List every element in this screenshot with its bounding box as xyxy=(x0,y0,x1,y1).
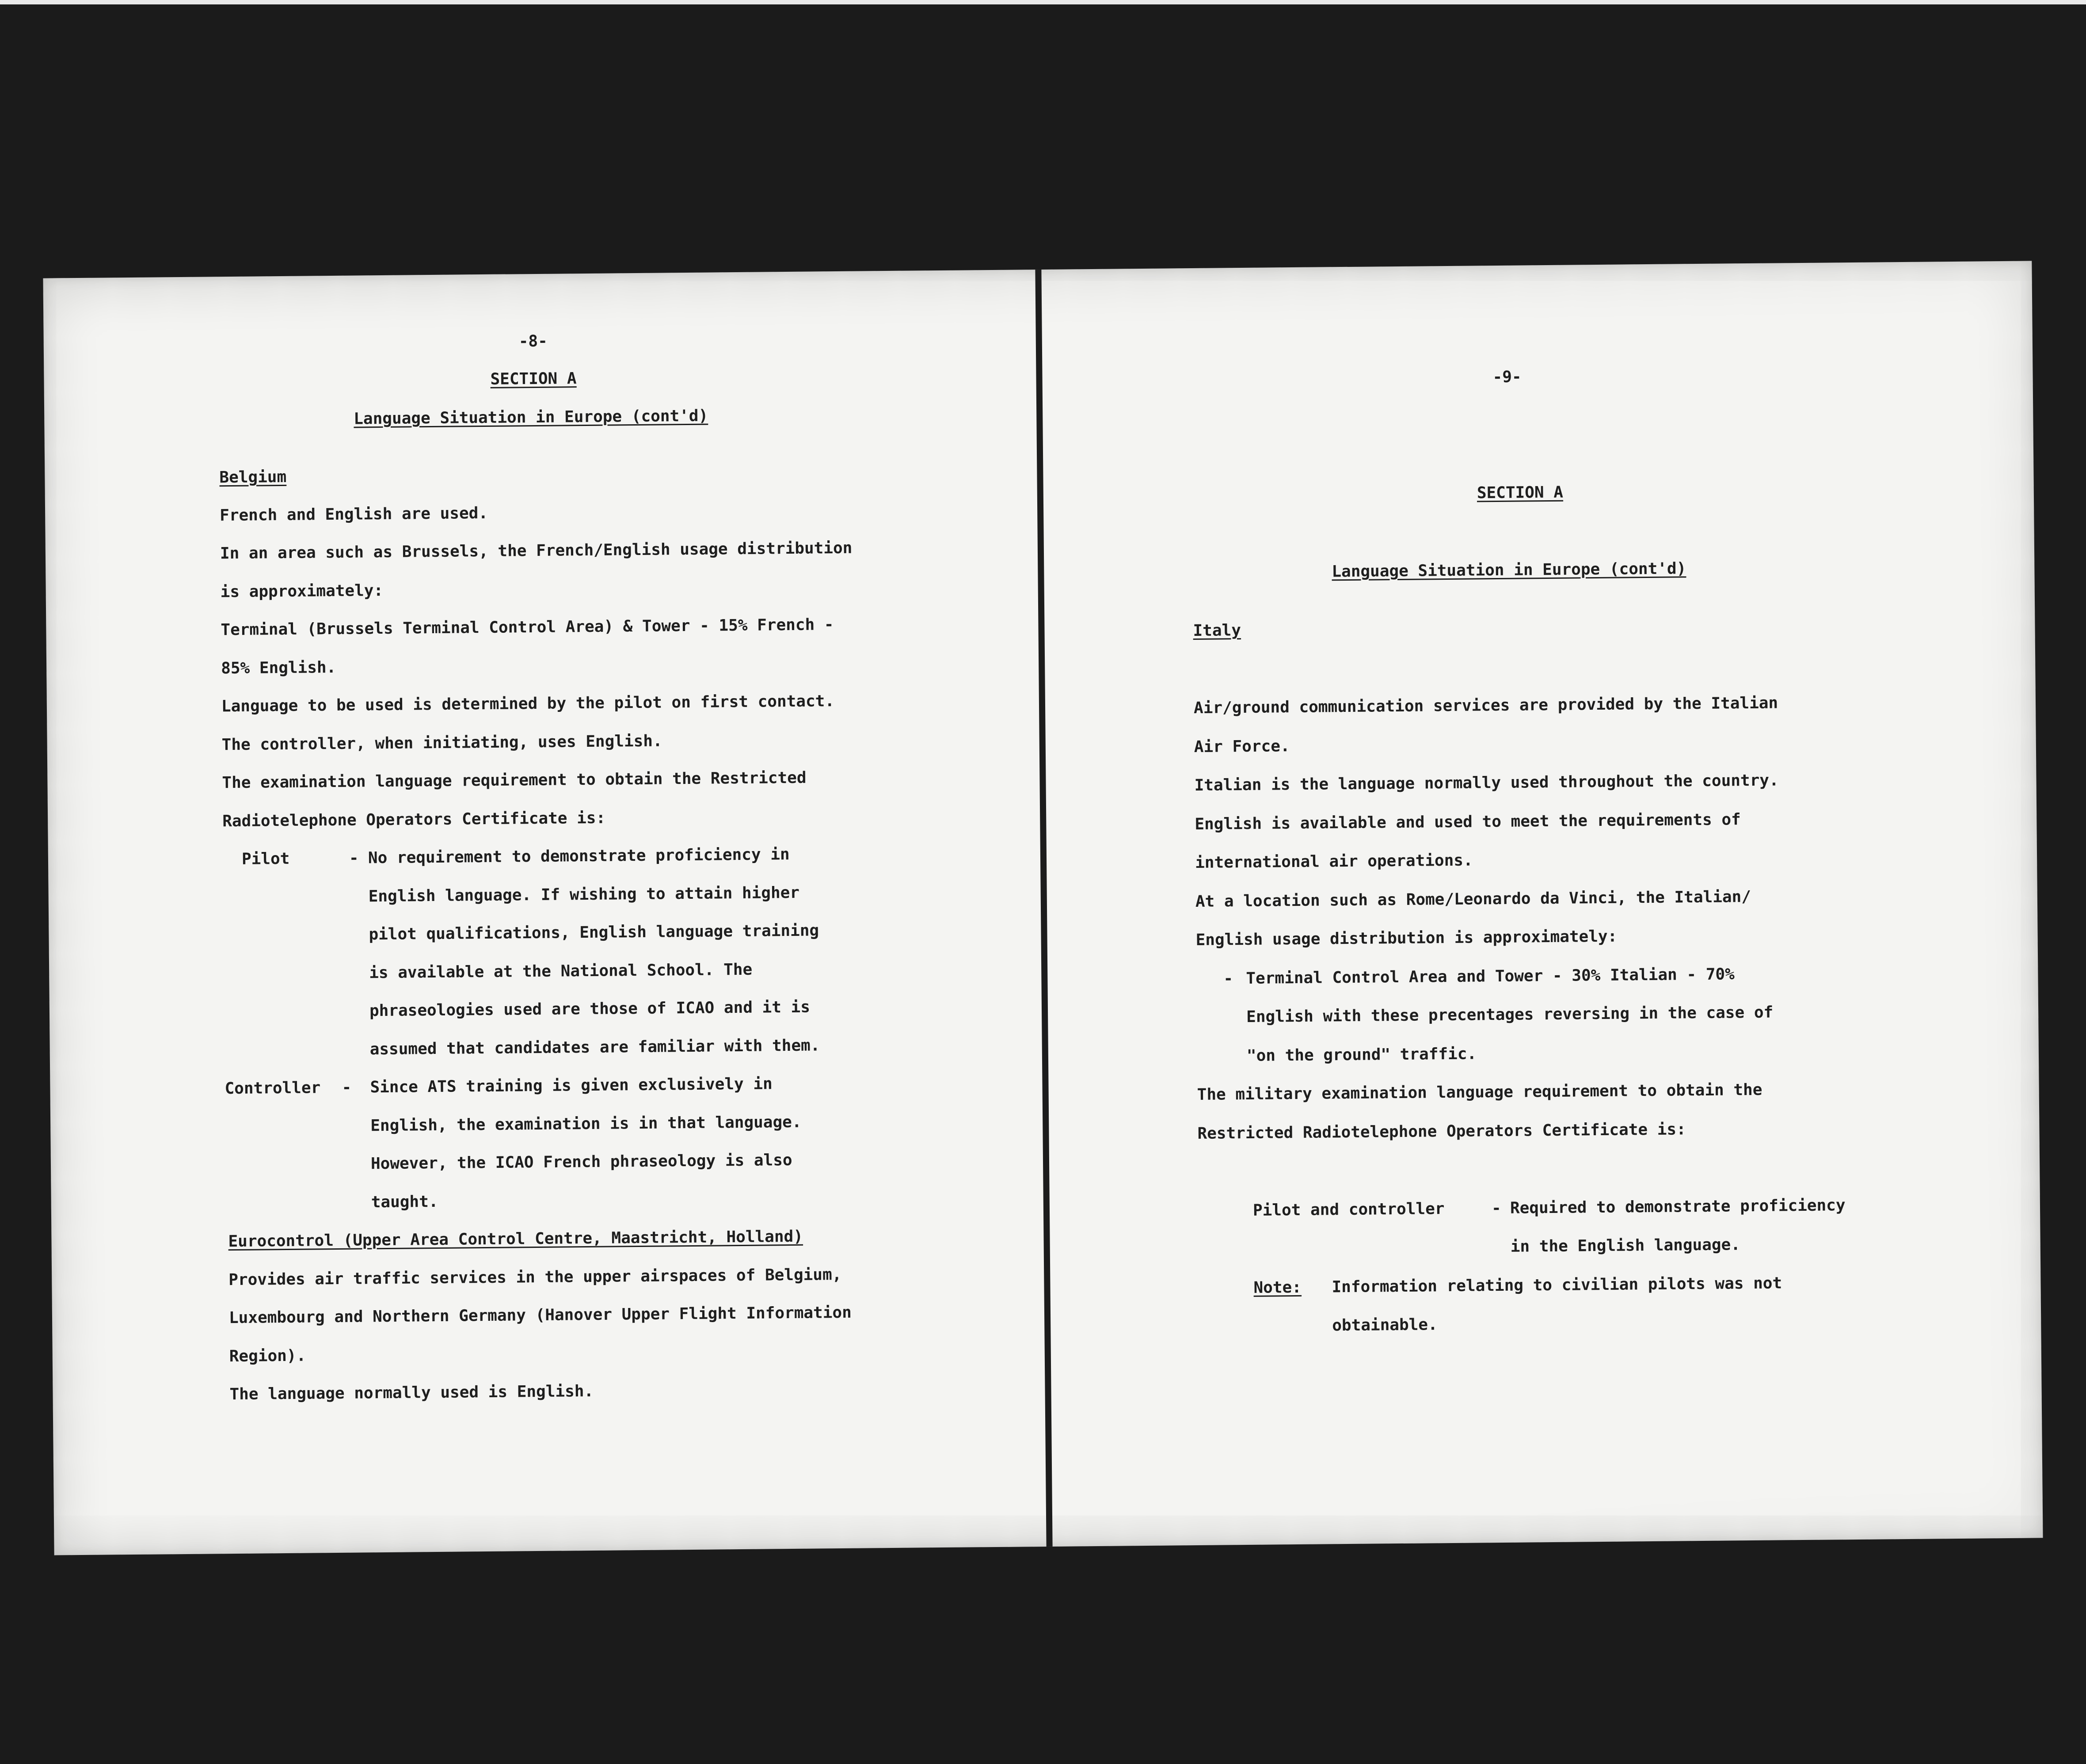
bullet-line: "on the ground" traffic. xyxy=(1246,1045,1477,1065)
italy-heading: Italy xyxy=(1193,621,1241,640)
eurocontrol-line: Provides air traffic services in the upper airspaces of Belgium, xyxy=(228,1266,842,1289)
pilot-controller-line: in the English language. xyxy=(1510,1236,1741,1256)
page-9 xyxy=(1041,261,2043,1546)
belgium-line: Terminal (Brussels Terminal Control Area) & Tower - 15% French - xyxy=(221,616,834,639)
belgium-line: Radiotelephone Operators Certificate is: xyxy=(222,809,606,831)
italy-line: Italian is the language normally used throughout the country. xyxy=(1194,771,1779,795)
belgium-line: 85% English. xyxy=(221,658,336,678)
belgium-line: In an area such as Brussels, the French/English usage distribution xyxy=(220,539,853,563)
pilot-controller-line: Required to demonstrate proficiency xyxy=(1510,1196,1846,1217)
belgium-heading: Belgium xyxy=(219,468,287,487)
italy-line: English is available and used to meet the requirements of xyxy=(1195,810,1741,833)
bullet-dash: - xyxy=(1223,969,1233,988)
italy-line: international air operations. xyxy=(1195,851,1473,872)
military-line: Restricted Radiotelephone Operators Certificate is: xyxy=(1197,1120,1686,1143)
controller-dash: - xyxy=(342,1078,352,1097)
belgium-line: Language to be used is determined by the pilot on first contact. xyxy=(221,692,835,716)
pilot-line: is available at the National School. The xyxy=(369,960,753,982)
pilot-line: assumed that candidates are familiar with them. xyxy=(369,1036,820,1059)
pilot-line: phraseologies used are those of ICAO and it is xyxy=(369,998,811,1020)
italy-line: At a location such as Rome/Leonardo da Vinci, the Italian/ xyxy=(1195,888,1751,911)
belgium-line: French and English are used. xyxy=(219,504,488,525)
pilot-controller-dash: - xyxy=(1491,1199,1501,1218)
military-line: The military examination language requirement to obtain the xyxy=(1197,1080,1762,1104)
controller-label: Controller xyxy=(225,1079,321,1098)
section-subtitle: Language Situation in Europe (cont'd) xyxy=(354,407,708,428)
section-subtitle: Language Situation in Europe (cont'd) xyxy=(1332,559,1686,581)
pilot-label: Pilot xyxy=(241,849,290,868)
pilot-line: pilot qualifications, English language training xyxy=(369,921,819,944)
controller-line: Since ATS training is given exclusively in xyxy=(370,1075,773,1097)
italy-line: Air Force. xyxy=(1194,737,1290,757)
belgium-line: is approximately: xyxy=(220,582,384,601)
belgium-line: The examination language requirement to obtain the Restricted xyxy=(222,768,807,792)
section-title: SECTION A xyxy=(1477,483,1564,502)
controller-line: taught. xyxy=(371,1192,438,1212)
document-scan xyxy=(43,261,2043,1555)
note-line: Information relating to civilian pilots was not xyxy=(1332,1274,1782,1296)
pilot-line: English language. If wishing to attain higher xyxy=(368,883,800,906)
note-label: Note: xyxy=(1253,1278,1302,1297)
page-8 xyxy=(43,270,1046,1555)
bullet-line: Terminal Control Area and Tower - 30% Italian - 70% xyxy=(1246,965,1735,988)
eurocontrol-line: Region). xyxy=(229,1346,306,1366)
note-line: obtainable. xyxy=(1332,1315,1438,1335)
film-top-edge xyxy=(0,0,2086,4)
italy-line: Air/ground communication services are provided by the Italian xyxy=(1193,694,1778,718)
controller-line: English, the examination is in that language. xyxy=(370,1113,802,1135)
eurocontrol-heading: Eurocontrol (Upper Area Control Centre, Maastricht, Holland) xyxy=(228,1227,803,1251)
belgium-line: The controller, when initiating, uses English. xyxy=(221,732,662,754)
controller-line: However, the ICAO French phraseology is also xyxy=(370,1151,792,1173)
eurocontrol-line: The language normally used is English. xyxy=(229,1382,594,1404)
page-number: -8- xyxy=(518,332,548,351)
page-number: -9- xyxy=(1492,368,1522,387)
pilot-dash: - xyxy=(349,849,359,867)
section-title: SECTION A xyxy=(490,369,577,388)
bullet-line: English with these precentages reversing in the case of xyxy=(1246,1003,1774,1026)
eurocontrol-line: Luxembourg and Northern Germany (Hanover Upper Flight Information xyxy=(228,1303,852,1327)
italy-line: English usage distribution is approximately: xyxy=(1195,927,1618,949)
pilot-line: No requirement to demonstrate proficiency in xyxy=(368,845,790,867)
pilot-controller-label: Pilot and controller xyxy=(1252,1200,1445,1220)
